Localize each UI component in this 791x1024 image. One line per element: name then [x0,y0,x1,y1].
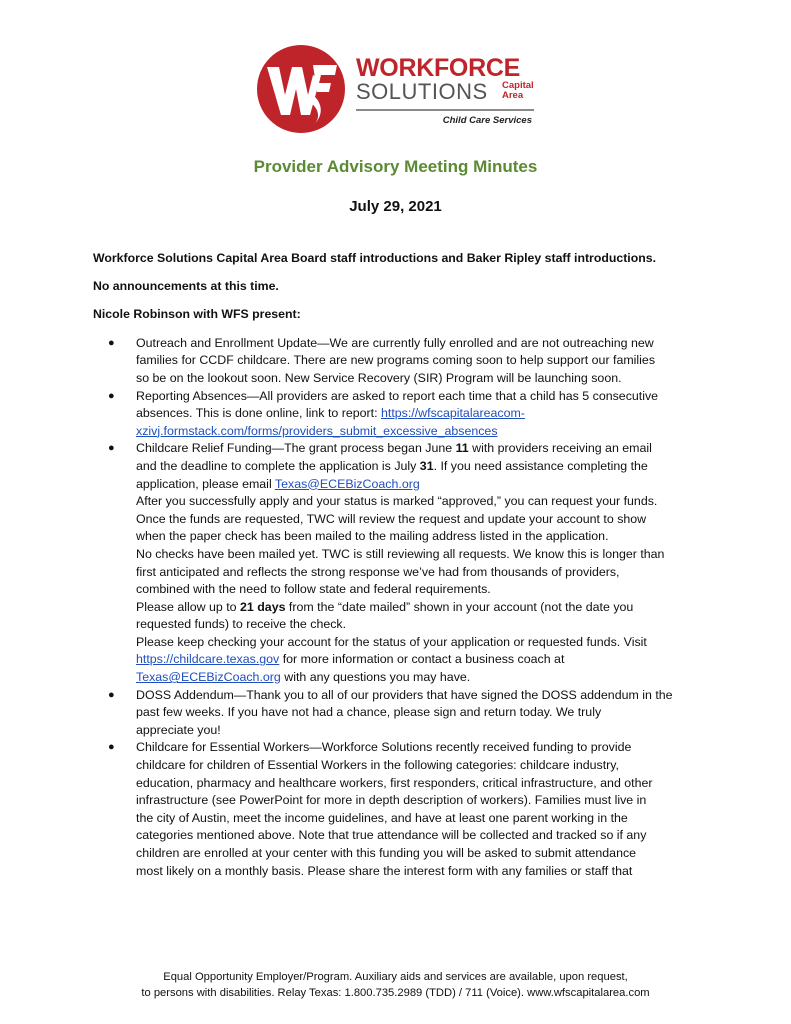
absences-report-link[interactable]: https://wfscapitalareacom- [380,406,525,421]
list-item-doss-addendum: ● DOSS Addendum—Thank you to all of our providers that have signed the DOSS addendum in the past few weeks. If you have not had a chance, please sign and return today. We truly appreciate you! [108,687,673,737]
childcare-texas-link[interactable]: https://childcare.texas.gov [136,652,280,667]
wfs-logo [257,45,537,137]
list-item-relief-funding: ● Childcare Relief Funding—The grant process began June 11 with providers receiving an email and the deadline to complete the application is July 31. If you need assistance completing the application, please email Texas@ECEBizCoach.org After you successfully apply and your status is marked “approved,” you can request your funds. Once the funds are requested, TWC will review the request and update your account to show when the paper check has been mailed to the mailing address listed in the application. No checks have been mailed yet. TWC is still reviewing all requests. We know this is longer than first anticipated and reflects the strong response we’ve had from thousands of providers, combined with the need to follow state and federal requirements. Please allow up to 21 days from the “date mailed” shown in your account (not the date you requested funds) to receive the check. Please keep checking your account for the status of your application or requested funds. Visit https://childcare.texas.gov for more information or contact a business coach at Texas@ECEBizCoach.org with any questions you may have. [108,441,665,685]
logo-wordmark [356,55,536,126]
email-link-ecebizcoach[interactable]: Texas@ECEBizCoach.org [274,476,420,491]
minutes-body [93,250,705,880]
footer-line2: to persons with disabilities. Relay Texas: 1.800.735.2989 (TDD) / 711 (Voice). www.wfscapitalarea.com [141,987,650,999]
absences-report-link-cont[interactable]: xzivj.formstack.com/forms/providers_submit_excessive_absences [136,423,498,438]
list-item-essential-workers: ● Childcare for Essential Workers—Workforce Solutions recently received funding to provide childcare for children of Essential Workers in the following categories: childcare industry, education, pharmacy and healthcare workers, first responders, critical infrastructure, and other infrastructure (see PowerPoint for more in depth description of workers). Families must live in the city of Austin, meet the income guidelines, and have at least one parent working in the categories mentioned above. Note that true attendance will be collected and tracked so if any children are enrolled at your center with this funding you will be asked to submit attendance most likely on a monthly basis. Please share the interest form with any families or staff that [108,740,653,878]
agenda-list [93,335,705,880]
list-item-absences: ● Reporting Absences—All providers are asked to report each time that a child has 5 consecutive absences. This is done online, link to report: https://wfscapitalareacom- xzivj.formstack.com/forms/providers_submit_excessive_absences [108,388,659,438]
bullet-icon: ● [108,442,115,455]
logo-region [502,81,534,101]
logo-brand-line2: SOLUTIONS [356,79,488,104]
intro-presenter: Nicole Robinson with WFS present: [93,307,301,322]
logo-division: Child Care Services [442,114,532,126]
footer-line1: Equal Opportunity Employer/Program. Auxiliary aids and services are available, upon request, [163,971,628,983]
meeting-date: July 29, 2021 [349,198,442,215]
bullet-icon: ● [108,389,115,402]
list-item-outreach: ● Outreach and Enrollment Update—We are currently fully enrolled and are not outreaching new families for CCDF childcare. There are new programs coming soon to help support our families so be on the lookout soon. New Service Recovery (SIR) Program will be launching soon. [108,335,656,385]
logo-divider [356,109,534,111]
bullet-icon: ● [108,336,115,349]
bullet-icon: ● [108,741,115,754]
page-title: Provider Advisory Meeting Minutes [253,157,538,176]
page-footer [0,969,791,1001]
logo-region-line1: Capital [502,80,534,91]
wf-circle-logo-icon [257,45,345,133]
email-link-ecebizcoach-2[interactable]: Texas@ECEBizCoach.org [136,670,281,685]
bullet-icon: ● [108,688,115,701]
intro-announcements: No announcements at this time. [93,279,279,294]
intro-staff: Workforce Solutions Capital Area Board staff introductions and Baker Ripley staff introductions. [93,251,656,265]
logo-region-line2: Area [502,90,524,101]
logo-brand-line1: WORKFORCE [356,54,520,82]
